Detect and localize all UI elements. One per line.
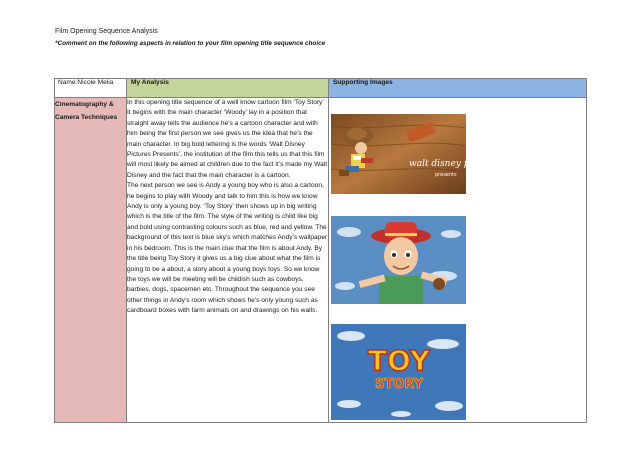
woody-disney-image: [331, 114, 502, 194]
table-row: [55, 98, 587, 423]
shot1-caption-presents: presents: [435, 172, 457, 178]
row-label-cinematography: Cinematography & Camera Techniques: [55, 98, 127, 423]
document-subtitle: *Comment on the following aspects in relation to your film opening title sequence choice: [55, 40, 326, 47]
my-analysis-header: My Analysis: [127, 79, 329, 98]
analysis-paragraph-2: The next person we see is Andy a young boy who is also a cartoon, he begins to play with Woody and talk to him this is how we know Andy is only a young boy. ‘Toy Story’ then shows up in big writing which is the title of the film. The style of the writing is child like big and bold using contrasting colours such as blue, red and yellow. The background of this text is blue sky’s which matches Andy’s wallpaper in his bedroom. This is the main clue that the film is about Andy. By the title being Toy Story it gives us a big clue about what the film is going to be a about, a story about a young boys toys. So we know the toys we will be meeting will be childish such as cowboys, barbies, dogs, spacemen etc. Throughout the sequence you see other things in Andy’s room which shows he’s only young such as cardboard boxes with farm animals on and drawings on his walls.: [127, 182, 328, 315]
toy-story-title-image: [331, 324, 466, 420]
story-title-word: STORY: [375, 377, 423, 392]
analysis-paragraph-1: In this opening title sequence of a well know cartoon film ‘Toy Story’ It begins with the main character ‘Woody’ lay in a position that straight away tells the audience he’s a cartoon character and with him being the first person we see gives us the idea that he’s the main character. In big bold lettering is the words ‘Walt Disney Pictures Presents’, the institution of the film this tells us that this film will most likely be aimed at children due to the fact it’s made my Walt Disney and the fact that the main character is a cartoon.: [127, 99, 328, 179]
shot1-caption: walt disney pictures: [409, 159, 502, 169]
analysis-text: [127, 98, 329, 423]
name-cell: Name:Nicole Melia: [55, 79, 127, 98]
table-header-row: [55, 79, 587, 98]
analysis-table: [54, 78, 587, 423]
toy-title-word: TOY: [367, 344, 431, 377]
document-title: Film Opening Sequence Analysis: [55, 28, 158, 35]
supporting-images-cell: [329, 98, 587, 423]
supporting-images-header: Supporting Images: [329, 79, 587, 98]
andy-image: [331, 216, 466, 304]
